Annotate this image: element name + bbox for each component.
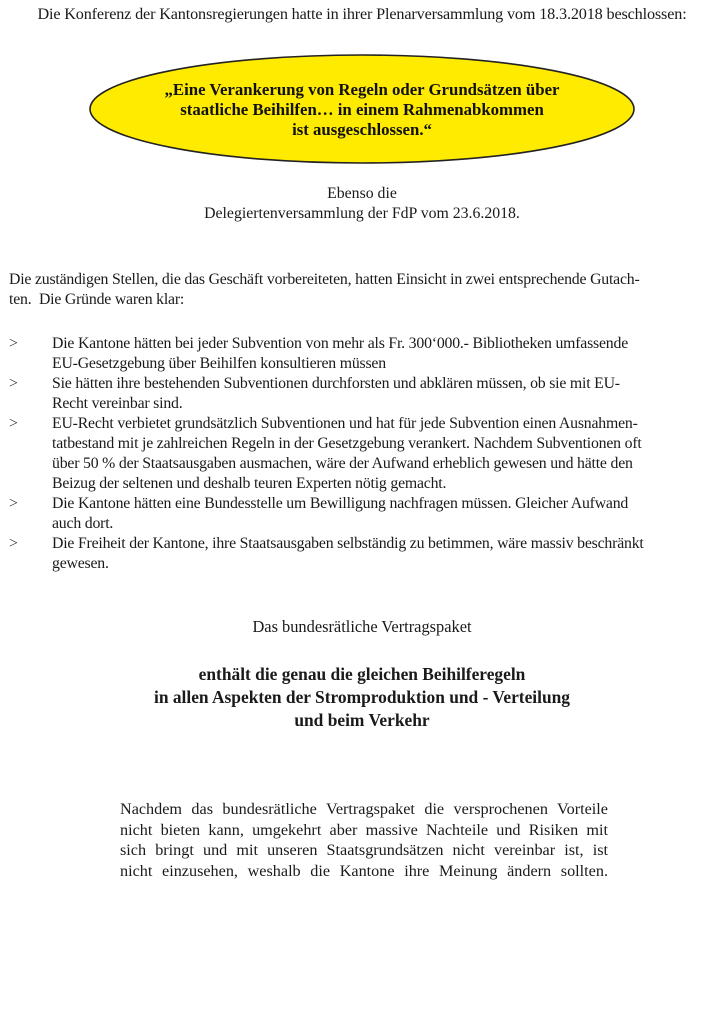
list-item (9, 534, 714, 574)
closing-paragraph (120, 799, 608, 881)
ebenso-line: Ebenso die (327, 185, 397, 202)
bullet-marker: > (9, 375, 18, 392)
list-item-line: über 50 % der Staatsausgaben ausmachen, wäre der Aufwand erheblich gewesen und hätte den (52, 455, 633, 472)
context-paragraph (9, 270, 714, 310)
list-item-line: auch dort. (52, 515, 114, 532)
list-item-line: Recht vereinbar sind. (52, 395, 183, 412)
highlight-quote (88, 80, 636, 140)
closing-line: sich bringt und mit unseren Staatsgrundsätzen nicht vereinbar ist, ist (120, 841, 608, 859)
highlight-quote-ellipse (88, 53, 636, 165)
paragraph-line: Die zuständigen Stellen, die das Geschäft vorbereiteten, hatten Einsicht in zwei entsprechende Gutach- (9, 271, 640, 288)
paket-statement (0, 663, 724, 732)
closing-line: nicht einzusehen, weshalb die Kantone ihre Meinung ändern sollten. (120, 861, 608, 880)
quote-line: ist ausgeschlossen.“ (292, 120, 432, 139)
list-item-line: Die Freiheit der Kantone, ihre Staatsausgaben selbständig zu betimmen, wäre massiv beschränkt (52, 535, 644, 552)
bullet-marker: > (9, 535, 18, 552)
paket-heading: Das bundesrätliche Vertragspaket (252, 617, 472, 636)
reasons-list (9, 334, 714, 574)
list-item-line: tatbestand mit je zahlreichen Regeln in der Gesetzgebung verankert. Nachdem Subventionen oft (52, 435, 642, 452)
ebenso-note (0, 184, 724, 224)
intro-text: Die Konferenz der Kantonsregierungen hatte in ihrer Plenarversammlung vom 18.3.2018 beschlossen: (37, 5, 687, 23)
list-item-line: gewesen. (52, 555, 109, 572)
list-item-line: Beizug der seltenen und deshalb teuren Experten nötig gemacht. (52, 475, 447, 492)
statement-line: in allen Aspekten der Stromproduktion und - Verteilung (153, 687, 571, 707)
list-item (9, 334, 714, 374)
quote-line: „Eine Verankerung von Regeln oder Grundsätzen über (164, 80, 560, 99)
paragraph-line: ten. Die Gründe waren klar: (9, 291, 185, 308)
bullet-marker: > (9, 415, 18, 432)
list-item-line: EU-Gesetzgebung über Beihilfen konsultieren müssen (52, 355, 386, 372)
bullet-marker: > (9, 335, 18, 352)
list-item-line: Sie hätten ihre bestehenden Subventionen durchforsten und abklären müssen, ob sie mit EU- (52, 375, 620, 392)
list-item-line: Die Kantone hätten bei jeder Subvention von mehr als Fr. 300‘000.- Bibliotheken umfassende (52, 335, 629, 352)
closing-line: Nachdem das bundesrätliche Vertragspaket die versprochenen Vorteile (120, 800, 608, 818)
ebenso-line: Delegiertenversammlung der FdP vom 23.6.2018. (204, 205, 520, 222)
quote-line: staatliche Beihilfen… in einem Rahmenabkommen (180, 100, 544, 119)
list-item-line: Die Kantone hätten eine Bundesstelle um Bewilligung nachfragen müssen. Gleicher Aufwand (52, 495, 629, 512)
list-item (9, 374, 714, 414)
statement-line: enthält die genau die gleichen Beihilferegeln (198, 664, 526, 684)
bullet-marker: > (9, 495, 18, 512)
list-item-line: EU-Recht verbietet grundsätzlich Subventionen und hat für jede Subvention einen Ausnahmen- (52, 415, 638, 432)
list-item (9, 494, 714, 534)
list-item (9, 414, 714, 494)
statement-line: und beim Verkehr (294, 710, 430, 730)
closing-line: nicht bieten kann, umgekehrt aber massive Nachteile und Risiken mit (120, 820, 608, 839)
